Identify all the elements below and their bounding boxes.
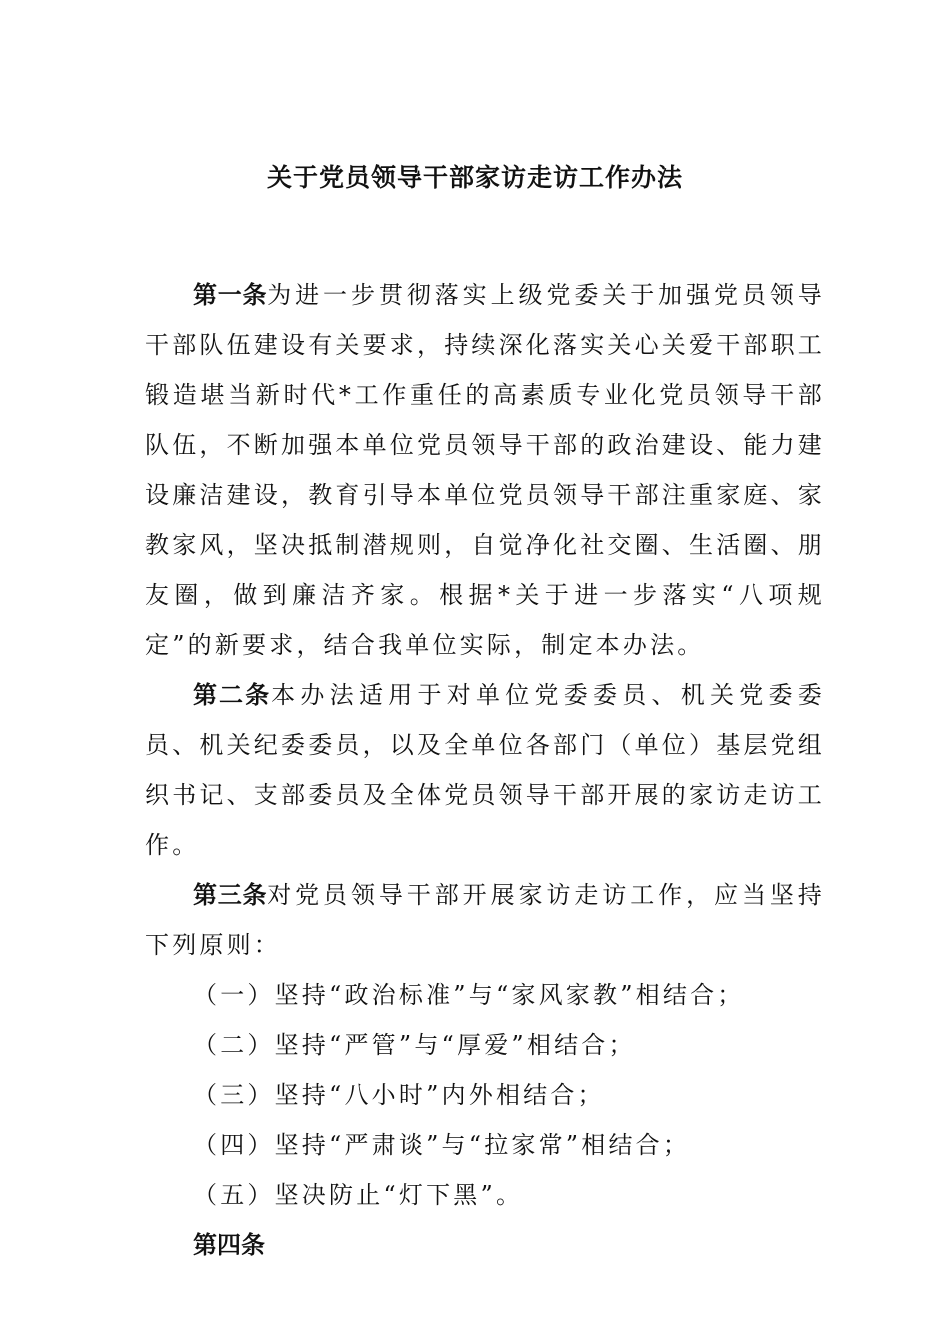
article-3 [145, 870, 825, 970]
document-body [145, 270, 825, 1270]
article-3-item-4: （四）坚持“严肃谈”与“拉家常”相结合； [193, 1131, 691, 1159]
article-3-item-3: （三）坚持“八小时”内外相结合； [193, 1081, 605, 1109]
article-2-text: 本办法适用于对单位党委委员、机关党委委员、机关纪委委员，以及全单位各部门（单位）基层党组织书记、支部委员及全体党员领导干部开展的家访走访工作。 [145, 681, 825, 859]
article-4-label: 第四条 [193, 1230, 265, 1259]
article-3-item-2: （二）坚持“严管”与“厚爱”相结合； [193, 1031, 636, 1059]
article-1-text: 为进一步贯彻落实上级党委关于加强党员领导干部队伍建设有关要求，持续深化落实关心关爱干部职工锻造堪当新时代*工作重任的高素质专业化党员领导干部队伍，不断加强本单位党员领导干部的政治建设、能力建设廉洁建设，教育引导本单位党员领导干部注重家庭、家教家风，坚决抵制潜规则，自觉净化社交圈、生活圈、朋友圈，做到廉洁齐家。根据*关于进一步落实“八项规定”的新要求，结合我单位实际，制定本办法。 [145, 281, 826, 659]
article-1-label: 第一条 [193, 280, 268, 309]
article-4 [145, 1220, 825, 1270]
article-3-label: 第三条 [193, 880, 268, 909]
article-3-text: 对党员领导干部开展家访走访工作，应当坚持下列原则： [145, 881, 826, 959]
article-3-item-1: （一）坚持“政治标准”与“家风家教”相结合； [193, 981, 745, 1009]
document-title: 关于党员领导干部家访走访工作办法 [266, 163, 683, 192]
article-2 [145, 670, 825, 870]
article-2-label: 第二条 [193, 680, 272, 709]
article-3-item-5: （五）坚决防止“灯下黑”。 [193, 1181, 524, 1209]
article-1 [145, 270, 825, 670]
